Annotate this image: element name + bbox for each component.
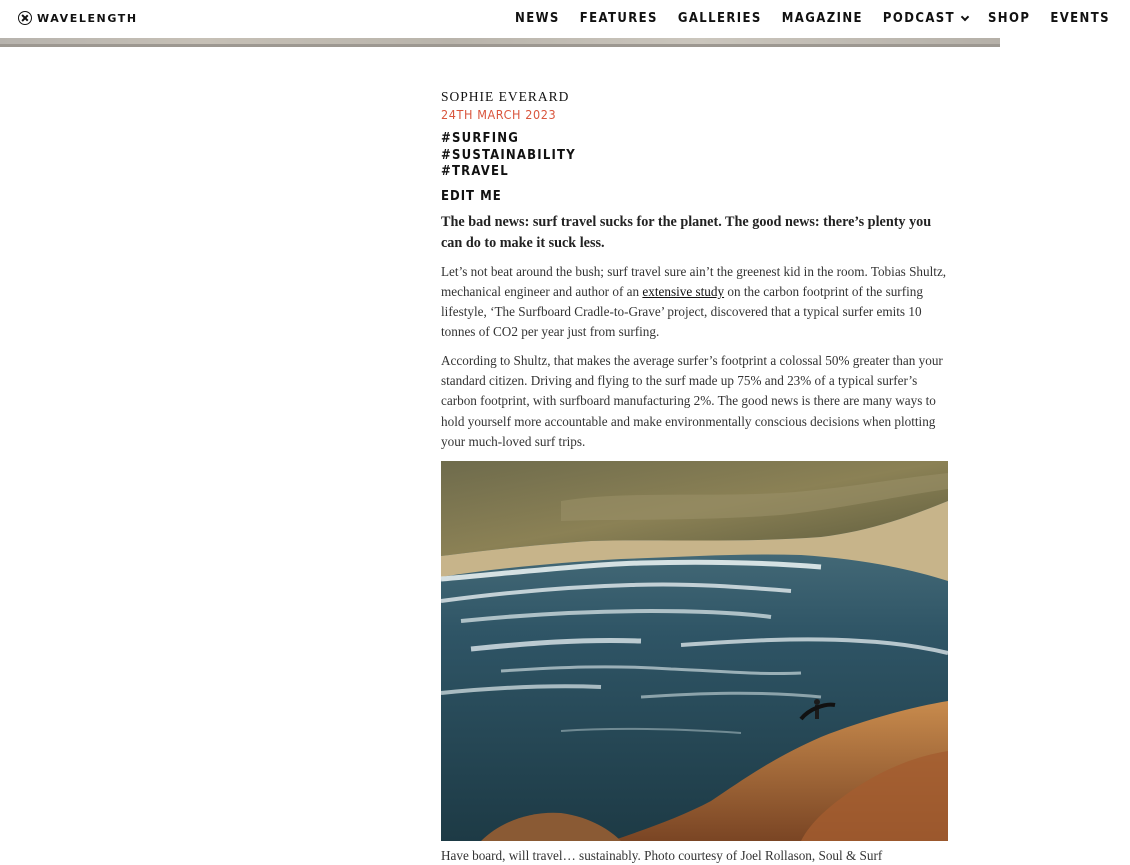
- chevron-down-icon: [961, 12, 969, 20]
- paragraph-2: According to Shultz, that makes the average surfer’s footprint a colossal 50% greater than your standard citizen. Driving and flying to the surf made up 75% and 23% of a typical surfer’s carbon footprint, with surfboard manufacturing 2%. The good news is there are many ways to hold yourself more accountable and make environmentally conscious decisions when plotting your much-loved surf trips.: [441, 352, 943, 449]
- tag-travel[interactable]: #TRAVEL: [441, 164, 509, 179]
- article-body: [441, 88, 951, 865]
- nav-news[interactable]: NEWS: [515, 11, 560, 26]
- x-circle-icon: [18, 11, 32, 25]
- tag-sustainability[interactable]: #SUSTAINABILITY: [441, 147, 576, 163]
- main-nav: [515, 11, 1130, 26]
- site-header: [0, 0, 1110, 38]
- tag-surfing[interactable]: #SURFING: [441, 131, 520, 146]
- tag-list: [441, 131, 951, 181]
- nav-events[interactable]: EVENTS: [1050, 11, 1110, 26]
- coastline-photo-illustration: [441, 461, 948, 841]
- nav-shop[interactable]: SHOP: [987, 11, 1031, 26]
- article-photo: [441, 461, 948, 841]
- site-logo[interactable]: [18, 11, 138, 25]
- extensive-study-link[interactable]: extensive study: [642, 283, 725, 299]
- edit-me-link[interactable]: EDIT ME: [441, 188, 502, 204]
- photo-caption: Have board, will travel… sustainably. Photo courtesy of Joel Rollason, Soul & Surf: [441, 848, 883, 864]
- publish-date: 24TH MARCH 2023: [441, 107, 557, 122]
- nav-podcast[interactable]: PODCAST: [883, 11, 968, 26]
- hero-image-edge: [0, 38, 1000, 47]
- brand-name: WAVELENGTH: [37, 11, 138, 25]
- paragraph-1: Let’s not beat around the bush; surf travel sure ain’t the greenest kid in the room. Tobias Shultz, mechanical engineer and author of an extensive study on the carbon footprint of the surfing lifestyle, ‘The Surfboard Cradle-to-Grave’ project, discovered that a typical surfer emits 10 tonnes of CO2 per year just from surfing.: [441, 263, 947, 340]
- author-name[interactable]: SOPHIE EVERARD: [441, 89, 570, 104]
- nav-galleries[interactable]: GALLERIES: [677, 11, 762, 26]
- nav-features[interactable]: FEATURES: [579, 11, 658, 26]
- article-lede: The bad news: surf travel sucks for the planet. The good news: there’s plenty you can do to make it suck less.: [441, 213, 932, 251]
- nav-magazine[interactable]: MAGAZINE: [781, 11, 863, 26]
